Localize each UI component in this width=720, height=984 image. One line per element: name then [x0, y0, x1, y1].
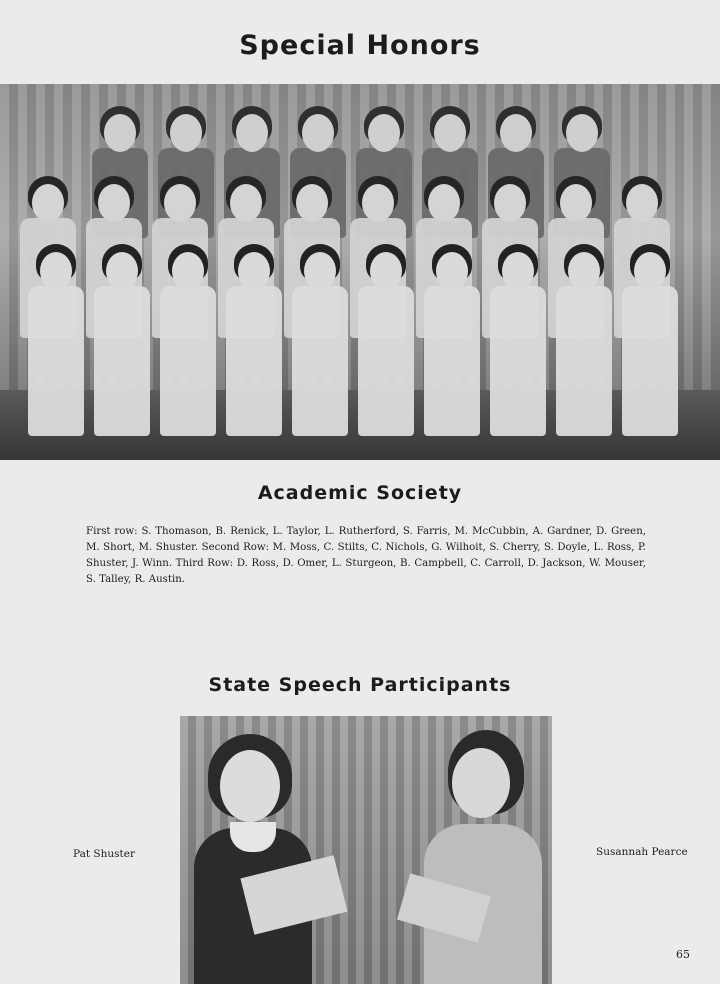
state-speech-photo [180, 716, 552, 984]
page-title: Special Honors [239, 30, 481, 61]
academic-society-heading: Academic Society [257, 482, 463, 504]
right-participant-name: Susannah Pearce [596, 846, 688, 858]
left-participant-name: Pat Shuster [73, 848, 135, 860]
academic-society-group-photo [0, 84, 720, 460]
academic-society-caption: First row: S. Thomason, B. Renick, L. Taylor, L. Rutherford, S. Farris, M. McCubbin, A. Gardner, D. Green, M. Short, M. Shuster. Second Row: M. Moss, C. Stilts, C. Nichols, G. Wilhoit, S. Cherry, S. Doyle, L. Ross, P. Shuster, J. Winn. Third Row: D. Ross, D. Omer, L. Sturgeon, B. Campbell, C. Carroll, D. Jackson, W. Mouser, S. Talley, R. Austin. [86, 526, 646, 585]
page-number: 65 [676, 948, 690, 961]
state-speech-heading: State Speech Participants [208, 674, 512, 696]
